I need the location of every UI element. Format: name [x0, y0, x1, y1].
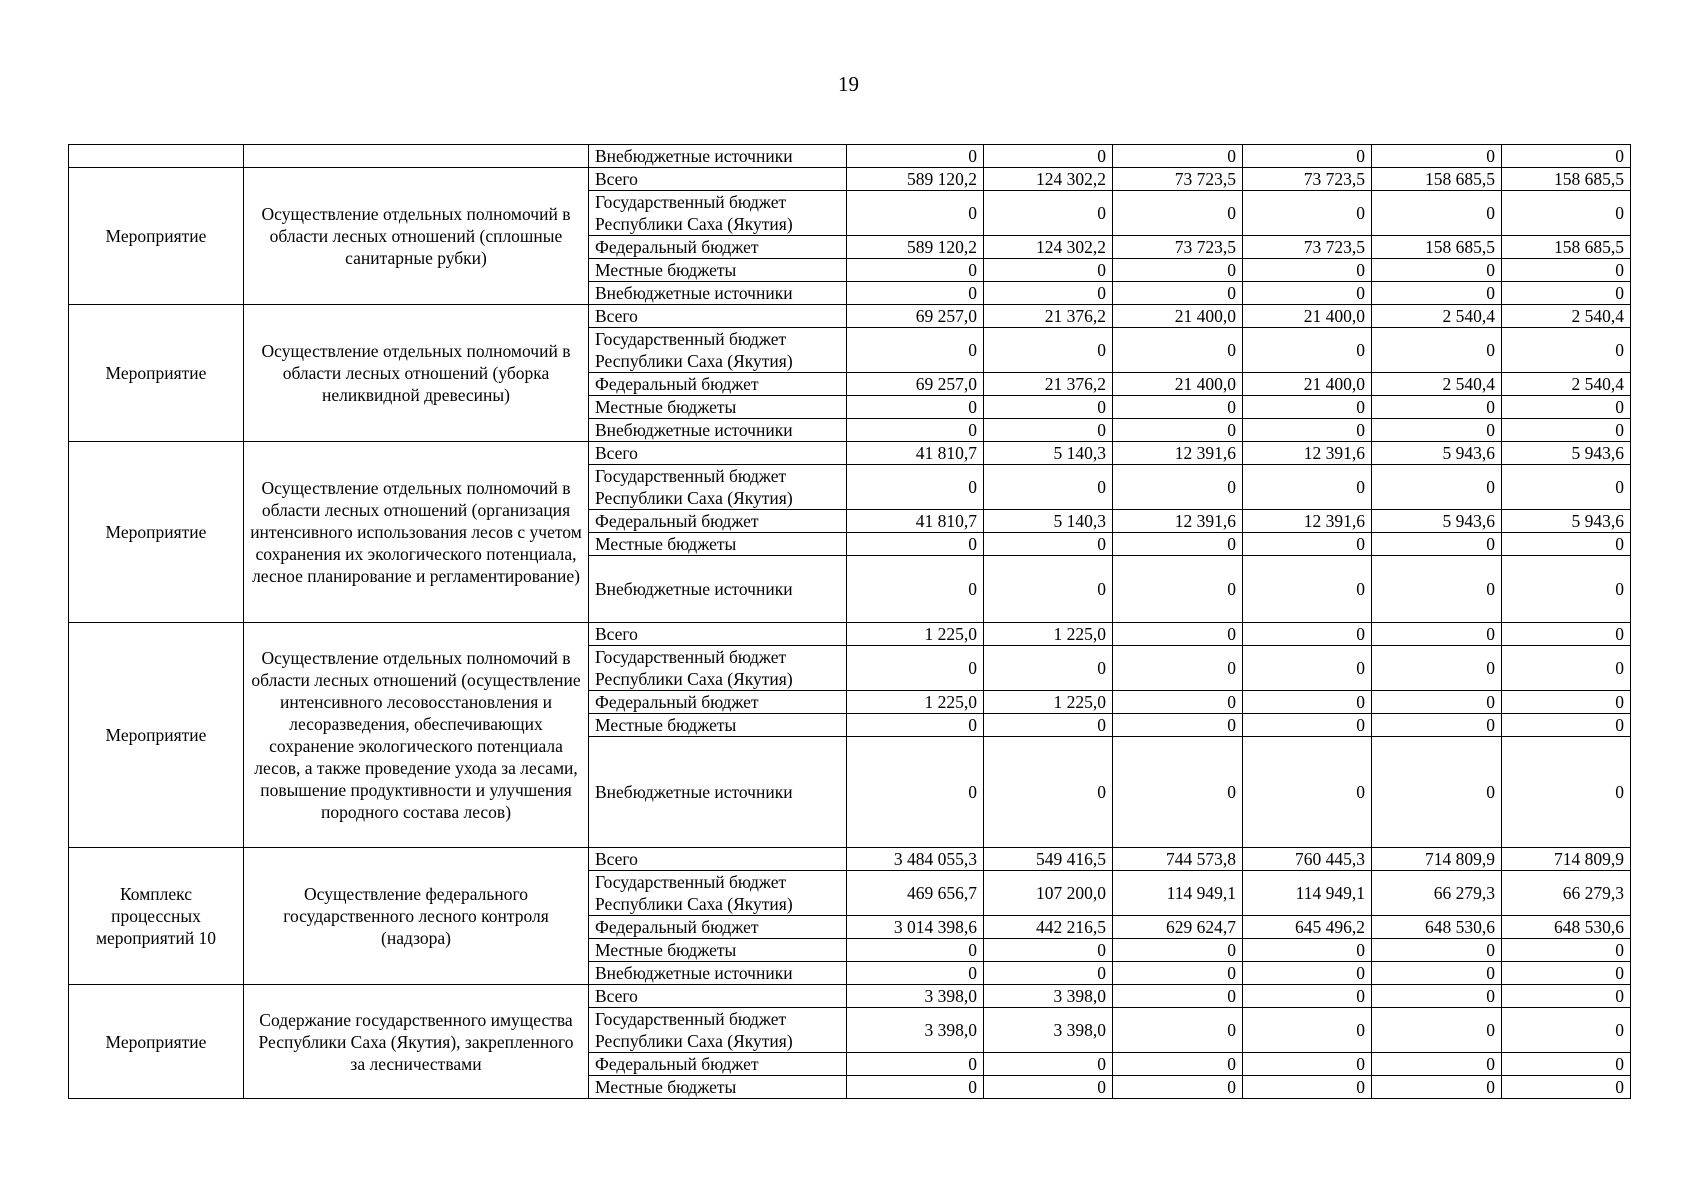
- amount-cell: 0: [1113, 556, 1243, 623]
- amount-cell: 0: [1372, 328, 1502, 373]
- funding-source-cell: Федеральный бюджет: [589, 236, 847, 259]
- funding-source-cell: Федеральный бюджет: [589, 510, 847, 533]
- amount-cell: 66 279,3: [1372, 871, 1502, 916]
- funding-source-cell: Федеральный бюджет: [589, 916, 847, 939]
- funding-source-cell: Внебюджетные источники: [589, 962, 847, 985]
- amount-cell: 66 279,3: [1502, 871, 1631, 916]
- amount-cell: 0: [1372, 646, 1502, 691]
- amount-cell: 5 140,3: [984, 442, 1113, 465]
- amount-cell: 3 484 055,3: [847, 848, 984, 871]
- amount-cell: 0: [1502, 623, 1631, 646]
- amount-cell: 0: [1243, 396, 1372, 419]
- amount-cell: 0: [1372, 1076, 1502, 1099]
- amount-cell: 0: [1372, 556, 1502, 623]
- amount-cell: 0: [1372, 191, 1502, 236]
- amount-cell: 0: [984, 145, 1113, 168]
- amount-cell: 760 445,3: [1243, 848, 1372, 871]
- amount-cell: 0: [984, 533, 1113, 556]
- amount-cell: 0: [1113, 691, 1243, 714]
- activity-type-cell: Мероприятие: [69, 442, 244, 623]
- amount-cell: 1 225,0: [847, 691, 984, 714]
- amount-cell: 124 302,2: [984, 168, 1113, 191]
- amount-cell: 0: [847, 328, 984, 373]
- amount-cell: 0: [1243, 714, 1372, 737]
- amount-cell: 0: [984, 259, 1113, 282]
- amount-cell: 0: [1372, 282, 1502, 305]
- amount-cell: 0: [1502, 465, 1631, 510]
- amount-cell: 0: [1113, 191, 1243, 236]
- amount-cell: 0: [1372, 939, 1502, 962]
- funding-source-cell: Федеральный бюджет: [589, 373, 847, 396]
- amount-cell: 0: [1502, 962, 1631, 985]
- amount-cell: 3 398,0: [984, 985, 1113, 1008]
- amount-cell: 0: [1243, 623, 1372, 646]
- amount-cell: 0: [984, 419, 1113, 442]
- amount-cell: 0: [847, 1053, 984, 1076]
- amount-cell: 124 302,2: [984, 236, 1113, 259]
- amount-cell: 0: [1372, 396, 1502, 419]
- amount-cell: 0: [1113, 259, 1243, 282]
- funding-source-cell: Местные бюджеты: [589, 259, 847, 282]
- amount-cell: 0: [1502, 646, 1631, 691]
- funding-source-cell: Внебюджетные источники: [589, 737, 847, 848]
- amount-cell: 0: [847, 282, 984, 305]
- amount-cell: 21 400,0: [1243, 373, 1372, 396]
- table-row: [69, 168, 1631, 191]
- amount-cell: 3 014 398,6: [847, 916, 984, 939]
- amount-cell: 21 376,2: [984, 373, 1113, 396]
- activity-type-cell: Мероприятие: [69, 168, 244, 305]
- amount-cell: 21 400,0: [1113, 305, 1243, 328]
- amount-cell: 0: [1502, 939, 1631, 962]
- funding-source-cell: Внебюджетные источники: [589, 145, 847, 168]
- activity-type-cell: Мероприятие: [69, 623, 244, 848]
- amount-cell: 0: [1502, 259, 1631, 282]
- amount-cell: 0: [1113, 1053, 1243, 1076]
- amount-cell: 0: [1243, 556, 1372, 623]
- activity-name-cell: Осуществление федерального государственного лесного контроля (надзора): [244, 848, 589, 985]
- funding-source-cell: Государственный бюджет Республики Саха (Якутия): [589, 191, 847, 236]
- amount-cell: 0: [847, 714, 984, 737]
- amount-cell: 0: [1502, 556, 1631, 623]
- amount-cell: 1 225,0: [984, 691, 1113, 714]
- table-row: [69, 145, 1631, 168]
- funding-source-cell: Местные бюджеты: [589, 714, 847, 737]
- amount-cell: 0: [1502, 1053, 1631, 1076]
- amount-cell: 0: [1372, 691, 1502, 714]
- amount-cell: 0: [1372, 419, 1502, 442]
- amount-cell: 645 496,2: [1243, 916, 1372, 939]
- amount-cell: 3 398,0: [847, 1008, 984, 1053]
- amount-cell: 114 949,1: [1113, 871, 1243, 916]
- amount-cell: 744 573,8: [1113, 848, 1243, 871]
- amount-cell: 0: [1113, 623, 1243, 646]
- funding-source-cell: Государственный бюджет Республики Саха (Якутия): [589, 871, 847, 916]
- amount-cell: 41 810,7: [847, 442, 984, 465]
- funding-source-cell: Федеральный бюджет: [589, 1053, 847, 1076]
- amount-cell: 0: [984, 396, 1113, 419]
- amount-cell: 0: [1502, 396, 1631, 419]
- amount-cell: 5 943,6: [1502, 442, 1631, 465]
- amount-cell: 0: [1243, 737, 1372, 848]
- amount-cell: 2 540,4: [1502, 305, 1631, 328]
- funding-source-cell: Местные бюджеты: [589, 1076, 847, 1099]
- amount-cell: 0: [984, 328, 1113, 373]
- amount-cell: 0: [1113, 282, 1243, 305]
- amount-cell: 0: [1243, 962, 1372, 985]
- amount-cell: 0: [847, 259, 984, 282]
- amount-cell: 12 391,6: [1243, 442, 1372, 465]
- activity-type-cell: Комплекс процессных мероприятий 10: [69, 848, 244, 985]
- page-number: 19: [838, 72, 859, 96]
- amount-cell: 0: [1502, 1076, 1631, 1099]
- amount-cell: 0: [1243, 328, 1372, 373]
- amount-cell: 0: [1113, 465, 1243, 510]
- amount-cell: 0: [1243, 191, 1372, 236]
- amount-cell: 0: [847, 939, 984, 962]
- activity-type-cell: [69, 145, 244, 168]
- funding-source-cell: Всего: [589, 848, 847, 871]
- amount-cell: 0: [984, 1053, 1113, 1076]
- amount-cell: 0: [1113, 396, 1243, 419]
- funding-source-cell: Всего: [589, 442, 847, 465]
- amount-cell: 0: [1502, 419, 1631, 442]
- amount-cell: 0: [1502, 145, 1631, 168]
- amount-cell: 589 120,2: [847, 236, 984, 259]
- amount-cell: 41 810,7: [847, 510, 984, 533]
- amount-cell: 0: [1502, 737, 1631, 848]
- amount-cell: 0: [1372, 1053, 1502, 1076]
- funding-source-cell: Всего: [589, 305, 847, 328]
- amount-cell: 0: [1113, 939, 1243, 962]
- amount-cell: 0: [1243, 419, 1372, 442]
- amount-cell: 5 943,6: [1372, 510, 1502, 533]
- amount-cell: 0: [984, 191, 1113, 236]
- table-row: [69, 442, 1631, 465]
- amount-cell: 0: [847, 1076, 984, 1099]
- amount-cell: 0: [1372, 737, 1502, 848]
- amount-cell: 12 391,6: [1243, 510, 1372, 533]
- activity-name-cell: Осуществление отдельных полномочий в области лесных отношений (осуществление интенсивного лесовосстановления и лесоразведения, обеспечивающих сохранение экологического потенциала лесов, а также проведение ухода за лесами, повышение продуктивности и улучшения породного состава лесов): [244, 623, 589, 848]
- funding-source-cell: Государственный бюджет Республики Саха (Якутия): [589, 328, 847, 373]
- amount-cell: 0: [984, 737, 1113, 848]
- amount-cell: 0: [847, 465, 984, 510]
- activity-name-cell: [244, 145, 589, 168]
- funding-source-cell: Местные бюджеты: [589, 396, 847, 419]
- amount-cell: 0: [847, 419, 984, 442]
- amount-cell: 0: [1372, 623, 1502, 646]
- table-row: [69, 305, 1631, 328]
- amount-cell: 629 624,7: [1113, 916, 1243, 939]
- funding-source-cell: Государственный бюджет Республики Саха (Якутия): [589, 1008, 847, 1053]
- amount-cell: 107 200,0: [984, 871, 1113, 916]
- amount-cell: 2 540,4: [1372, 373, 1502, 396]
- amount-cell: 0: [847, 533, 984, 556]
- amount-cell: 0: [1243, 691, 1372, 714]
- amount-cell: 0: [1113, 646, 1243, 691]
- amount-cell: 69 257,0: [847, 305, 984, 328]
- amount-cell: 12 391,6: [1113, 442, 1243, 465]
- amount-cell: 73 723,5: [1243, 236, 1372, 259]
- amount-cell: 1 225,0: [847, 623, 984, 646]
- amount-cell: 0: [1502, 691, 1631, 714]
- amount-cell: 0: [1243, 465, 1372, 510]
- funding-source-cell: Внебюджетные источники: [589, 282, 847, 305]
- amount-cell: 648 530,6: [1502, 916, 1631, 939]
- amount-cell: 0: [1113, 1008, 1243, 1053]
- amount-cell: 0: [1372, 533, 1502, 556]
- amount-cell: 0: [984, 939, 1113, 962]
- amount-cell: 0: [1113, 328, 1243, 373]
- amount-cell: 21 400,0: [1243, 305, 1372, 328]
- funding-source-cell: Государственный бюджет Республики Саха (Якутия): [589, 465, 847, 510]
- amount-cell: 0: [1113, 1076, 1243, 1099]
- amount-cell: 714 809,9: [1372, 848, 1502, 871]
- funding-source-cell: Внебюджетные источники: [589, 419, 847, 442]
- amount-cell: 158 685,5: [1372, 236, 1502, 259]
- amount-cell: 0: [847, 646, 984, 691]
- amount-cell: 0: [1113, 737, 1243, 848]
- amount-cell: 0: [1502, 985, 1631, 1008]
- amount-cell: 114 949,1: [1243, 871, 1372, 916]
- amount-cell: 589 120,2: [847, 168, 984, 191]
- amount-cell: 158 685,5: [1502, 168, 1631, 191]
- amount-cell: 5 140,3: [984, 510, 1113, 533]
- amount-cell: 0: [1243, 259, 1372, 282]
- amount-cell: 0: [847, 962, 984, 985]
- amount-cell: 0: [847, 145, 984, 168]
- amount-cell: 73 723,5: [1113, 236, 1243, 259]
- amount-cell: 0: [847, 737, 984, 848]
- amount-cell: 0: [1502, 714, 1631, 737]
- funding-table: [68, 144, 1631, 1099]
- amount-cell: 21 376,2: [984, 305, 1113, 328]
- amount-cell: 0: [984, 556, 1113, 623]
- amount-cell: 0: [984, 1076, 1113, 1099]
- amount-cell: 0: [1113, 145, 1243, 168]
- funding-source-cell: Внебюджетные источники: [589, 556, 847, 623]
- amount-cell: 0: [1502, 1008, 1631, 1053]
- amount-cell: 0: [1243, 985, 1372, 1008]
- amount-cell: 0: [1243, 646, 1372, 691]
- amount-cell: 0: [1243, 533, 1372, 556]
- funding-source-cell: Всего: [589, 168, 847, 191]
- amount-cell: 0: [984, 714, 1113, 737]
- amount-cell: 0: [1372, 145, 1502, 168]
- amount-cell: 0: [847, 396, 984, 419]
- amount-cell: 158 685,5: [1502, 236, 1631, 259]
- amount-cell: 0: [1243, 1008, 1372, 1053]
- amount-cell: 3 398,0: [984, 1008, 1113, 1053]
- activity-type-cell: Мероприятие: [69, 985, 244, 1099]
- amount-cell: 0: [1502, 533, 1631, 556]
- amount-cell: 0: [1502, 191, 1631, 236]
- table-row: [69, 985, 1631, 1008]
- funding-source-cell: Государственный бюджет Республики Саха (Якутия): [589, 646, 847, 691]
- amount-cell: 158 685,5: [1372, 168, 1502, 191]
- amount-cell: 21 400,0: [1113, 373, 1243, 396]
- amount-cell: 0: [1243, 1053, 1372, 1076]
- amount-cell: 2 540,4: [1502, 373, 1631, 396]
- amount-cell: 12 391,6: [1113, 510, 1243, 533]
- amount-cell: 469 656,7: [847, 871, 984, 916]
- funding-source-cell: Всего: [589, 623, 847, 646]
- amount-cell: 0: [1372, 465, 1502, 510]
- table-row: [69, 623, 1631, 646]
- amount-cell: 0: [1372, 714, 1502, 737]
- amount-cell: 0: [1502, 282, 1631, 305]
- amount-cell: 0: [1502, 328, 1631, 373]
- amount-cell: 0: [1372, 985, 1502, 1008]
- funding-source-cell: Федеральный бюджет: [589, 691, 847, 714]
- amount-cell: 0: [984, 962, 1113, 985]
- amount-cell: 442 216,5: [984, 916, 1113, 939]
- amount-cell: 0: [1372, 1008, 1502, 1053]
- amount-cell: 0: [1243, 939, 1372, 962]
- amount-cell: 0: [1372, 259, 1502, 282]
- activity-type-cell: Мероприятие: [69, 305, 244, 442]
- amount-cell: 73 723,5: [1113, 168, 1243, 191]
- activity-name-cell: Осуществление отдельных полномочий в области лесных отношений (сплошные санитарные рубки): [244, 168, 589, 305]
- funding-source-cell: Всего: [589, 985, 847, 1008]
- amount-cell: 549 416,5: [984, 848, 1113, 871]
- amount-cell: 0: [1113, 533, 1243, 556]
- amount-cell: 3 398,0: [847, 985, 984, 1008]
- amount-cell: 0: [1243, 145, 1372, 168]
- activity-name-cell: Осуществление отдельных полномочий в области лесных отношений (уборка неликвидной древесины): [244, 305, 589, 442]
- amount-cell: 0: [1113, 962, 1243, 985]
- amount-cell: 69 257,0: [847, 373, 984, 396]
- amount-cell: 0: [847, 191, 984, 236]
- amount-cell: 0: [1243, 1076, 1372, 1099]
- amount-cell: 5 943,6: [1372, 442, 1502, 465]
- amount-cell: 0: [847, 556, 984, 623]
- activity-name-cell: Осуществление отдельных полномочий в области лесных отношений (организация интенсивного использования лесов с учетом сохранения их экологического потенциала, лесное планирование и регламентирование): [244, 442, 589, 623]
- amount-cell: 0: [1372, 962, 1502, 985]
- amount-cell: 0: [984, 282, 1113, 305]
- table-row: [69, 848, 1631, 871]
- amount-cell: 73 723,5: [1243, 168, 1372, 191]
- amount-cell: 2 540,4: [1372, 305, 1502, 328]
- amount-cell: 1 225,0: [984, 623, 1113, 646]
- amount-cell: 0: [984, 465, 1113, 510]
- amount-cell: 648 530,6: [1372, 916, 1502, 939]
- amount-cell: 5 943,6: [1502, 510, 1631, 533]
- amount-cell: 0: [1113, 419, 1243, 442]
- amount-cell: 0: [1113, 985, 1243, 1008]
- amount-cell: 0: [1243, 282, 1372, 305]
- amount-cell: 0: [984, 646, 1113, 691]
- funding-source-cell: Местные бюджеты: [589, 533, 847, 556]
- amount-cell: 0: [1113, 714, 1243, 737]
- amount-cell: 714 809,9: [1502, 848, 1631, 871]
- funding-source-cell: Местные бюджеты: [589, 939, 847, 962]
- activity-name-cell: Содержание государственного имущества Республики Саха (Якутия), закрепленного за лесничествами: [244, 985, 589, 1099]
